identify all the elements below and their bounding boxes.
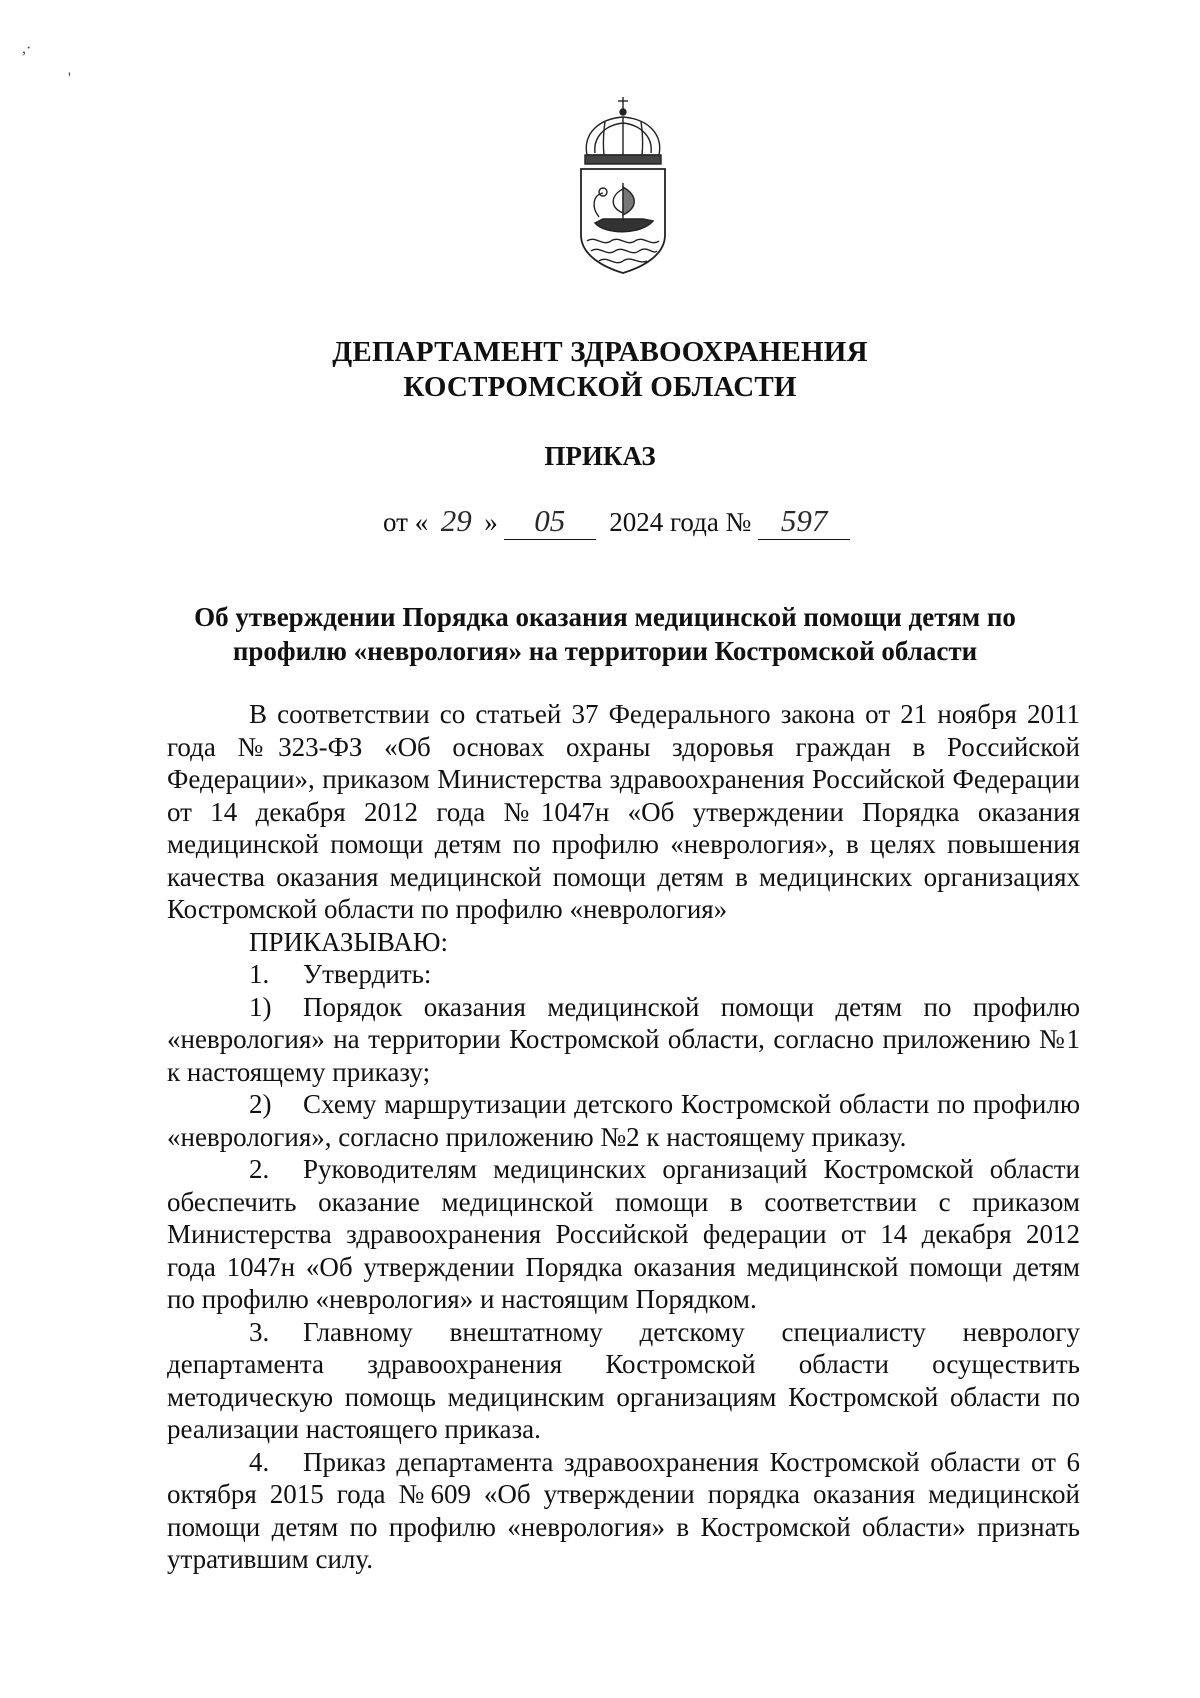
subitem-2-number: 2) xyxy=(249,1089,272,1119)
date-day: 29 xyxy=(440,503,472,538)
subitem-1 xyxy=(167,991,1080,1089)
date-number-line xyxy=(383,503,850,540)
document-type-heading: ПРИКАЗ xyxy=(544,441,656,471)
item-2-text: Руководителям медицинских организаций Костромской области обеспечить оказание медицинской помощи в соответствии с приказом Министерства здравоохранения Российской федерации от 14 декабря 2012 года 1047н «Об утверждении Порядка оказания медицинской помощи детям по профилю «неврология» и настоящим Порядком. xyxy=(167,1154,1080,1314)
department-name-line1: ДЕПАРТАМЕНТ ЗДРАВООХРАНЕНИЯ xyxy=(332,336,868,368)
preamble-paragraph: В соответствии со статьей 37 Федерального закона от 21 ноября 2011 года №323-ФЗ «Об основах охраны здоровья граждан в Российской Федерации», приказом Министерства здравоохранения Российской Федерации от 14 декабря 2012 года №1047н «Об утверждении Порядка оказания медицинской помощи детям по профилю «неврология», в целях повышения качества оказания медицинской помощи детям в медицинских организациях Костромской области по профилю «неврология» xyxy=(167,699,1080,924)
date-month: 05 xyxy=(504,503,596,540)
coat-of-arms-emblem xyxy=(573,95,673,275)
date-year-text: 2024 года № xyxy=(609,507,752,537)
item-2 xyxy=(167,1153,1080,1316)
order-word: ПРИКАЗЫВАЮ: xyxy=(249,926,448,957)
date-quote-close: » xyxy=(484,507,498,537)
item-3-number: 3. xyxy=(249,1316,270,1347)
date-prefix: от « xyxy=(383,507,429,537)
department-name-line2: КОСТРОМСКОЙ ОБЛАСТИ xyxy=(403,371,797,403)
item-1-text: Утвердить: xyxy=(303,959,432,989)
item-3-text: Главному внештатному детскому специалисту неврологу департамента здравоохранения Костромской области осуществить методическую помощь медицинским организациям Костромской области по реализации настоящего приказа. xyxy=(167,1316,1080,1444)
document-body xyxy=(167,698,1080,1576)
item-3 xyxy=(167,1316,1080,1446)
order-number: 597 xyxy=(758,503,850,540)
subitem-1-number: 1) xyxy=(249,991,272,1022)
item-2-number: 2. xyxy=(249,1154,270,1184)
item-4 xyxy=(167,1446,1080,1576)
item-4-text: Приказ департамента здравоохранения Костромской области от 6 октября 2015 года №609 «Об утверждении порядка оказания медицинской помощи детям по профилю «неврология» в Костромской области» признать утратившим силу. xyxy=(167,1446,1080,1574)
subitem-1-text: Порядок оказания медицинской помощи детям по профилю «неврология» на территории Костромской области, согласно приложению №1 к настоящему приказу; xyxy=(167,991,1080,1087)
subitem-2-text: Схему маршрутизации детского Костромской области по профилю «неврология», согласно приложению №2 к настоящему приказу. xyxy=(167,1089,1080,1152)
document-title: Об утверждении Порядка оказания медицинской помощи детям по профилю «неврология» на территории Костромской области xyxy=(194,602,1016,666)
scan-mark: ,· xyxy=(22,40,32,57)
scan-mark: ' xyxy=(68,70,71,87)
item-1 xyxy=(167,958,1080,991)
subitem-2 xyxy=(167,1088,1080,1153)
item-1-number: 1. xyxy=(249,959,270,989)
item-4-number: 4. xyxy=(249,1446,270,1477)
